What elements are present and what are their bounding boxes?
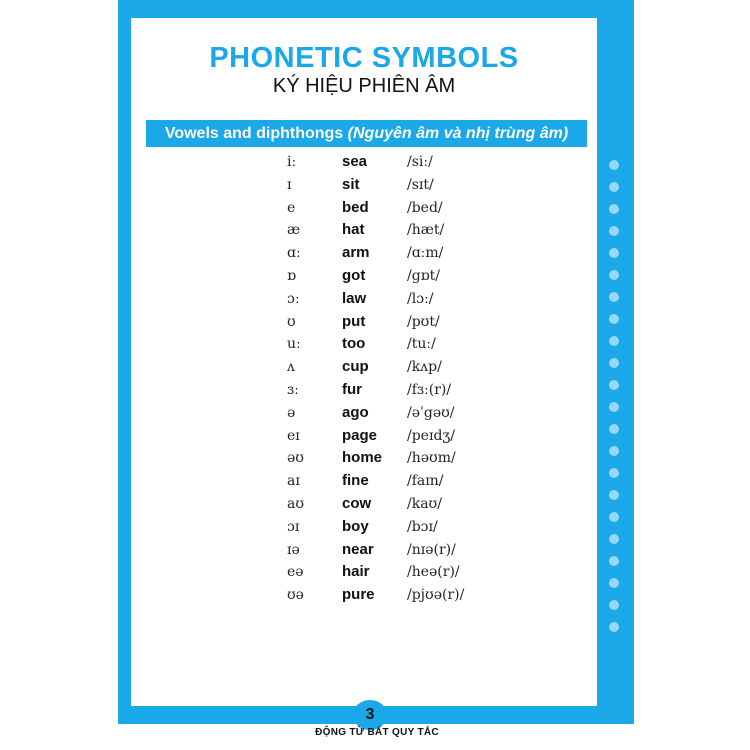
transcription: /pʊt/ (407, 313, 440, 330)
phonetic-symbol: æ (287, 222, 301, 239)
phonetic-symbol: aɪ (287, 473, 300, 490)
page-subtitle: KÝ HIỆU PHIÊN ÂM (272, 75, 456, 97)
transcription: /pjʊə(r)/ (407, 587, 465, 604)
phonetic-symbol: ɪə (287, 541, 300, 558)
example-word: put (342, 312, 366, 330)
list-item (0, 539, 750, 561)
decorative-dot (609, 622, 619, 632)
transcription: /gɒt/ (407, 268, 440, 284)
section-label-vi: (Nguyên âm và nhị trùng âm) (347, 125, 569, 142)
transcription: /kʌp/ (407, 359, 442, 376)
phonetic-symbol: ʊə (287, 587, 304, 604)
transcription: /kaʊ/ (407, 496, 442, 512)
book-title: ĐỘNG TỪ BẤT QUY TẮC (315, 727, 439, 738)
example-word: too (342, 335, 366, 353)
list-item (0, 516, 750, 538)
transcription: /fɜː(r)/ (407, 382, 452, 398)
phonetic-symbol: ʊ (287, 313, 296, 330)
list-item (0, 197, 750, 219)
list-item (0, 470, 750, 492)
example-word: ago (342, 403, 369, 421)
list-item (0, 288, 750, 310)
list-item (0, 242, 750, 264)
example-word: boy (342, 517, 369, 535)
list-item (0, 219, 750, 241)
transcription: /həʊm/ (407, 450, 456, 467)
example-word: hair (342, 563, 370, 581)
page-title: PHONETIC SYMBOLS (209, 42, 519, 74)
list-item (0, 425, 750, 447)
transcription: /hæt/ (407, 222, 445, 239)
example-word: hat (342, 221, 365, 239)
phonetic-symbol: e (287, 199, 296, 216)
example-word: law (342, 289, 367, 307)
transcription: /nɪə(r)/ (407, 541, 456, 558)
section-label: Vowels and diphthongs (164, 125, 344, 142)
phonetic-symbol: aʊ (287, 496, 305, 512)
phonetic-symbol: ɜː (287, 382, 299, 398)
page-number: 3 (353, 700, 387, 730)
transcription: /bed/ (407, 199, 443, 216)
example-word: got (342, 267, 366, 284)
phonetic-symbol: iː (287, 154, 297, 170)
transcription: /heə(r)/ (407, 564, 460, 581)
list-item (0, 561, 750, 583)
phonetic-symbol: eə (287, 564, 304, 581)
list-item (0, 174, 750, 196)
list-item (0, 151, 750, 173)
phonetic-symbol: əʊ (287, 450, 304, 467)
example-word: sit (342, 175, 360, 193)
example-word: near (342, 540, 374, 558)
phonetic-symbol: ɪ (287, 176, 292, 193)
phonetic-symbol: ʌ (287, 359, 295, 376)
list-item (0, 402, 750, 424)
transcription: /tuː/ (407, 336, 436, 353)
example-word: fur (342, 381, 362, 398)
transcription: /lɔː/ (407, 290, 434, 307)
phonetic-symbol: ɔɪ (287, 518, 300, 535)
phonetic-symbol: uː (287, 336, 301, 353)
example-word: page (342, 426, 378, 444)
transcription: /bɔɪ/ (407, 518, 438, 535)
example-word: sea (342, 153, 368, 170)
list-item (0, 584, 750, 606)
example-word: bed (342, 198, 369, 216)
list-item (0, 493, 750, 515)
transcription: /sɪt/ (407, 176, 434, 193)
example-word: home (342, 449, 383, 467)
list-item (0, 265, 750, 287)
transcription: /siː/ (407, 154, 433, 170)
phonetic-symbol: ɒ (287, 268, 296, 284)
transcription: /peɪdʒ/ (407, 427, 456, 444)
transcription: /ɑːm/ (407, 245, 444, 262)
transcription: /faɪn/ (407, 473, 444, 490)
phonetic-symbol: ə (287, 404, 296, 421)
transcription: /əˈgəʊ/ (407, 404, 455, 421)
phonetic-symbol: ɔː (287, 290, 300, 307)
list-item (0, 356, 750, 378)
example-word: pure (342, 586, 375, 604)
list-item (0, 447, 750, 469)
example-word: cup (342, 358, 369, 376)
example-word: arm (342, 244, 370, 262)
list-item (0, 379, 750, 401)
phonetic-symbol: eɪ (287, 427, 300, 444)
list-item (0, 333, 750, 355)
example-word: cow (342, 495, 372, 512)
section-banner (146, 120, 587, 147)
phonetic-symbol: ɑː (287, 245, 301, 262)
list-item (0, 311, 750, 333)
example-word: fine (342, 472, 369, 490)
